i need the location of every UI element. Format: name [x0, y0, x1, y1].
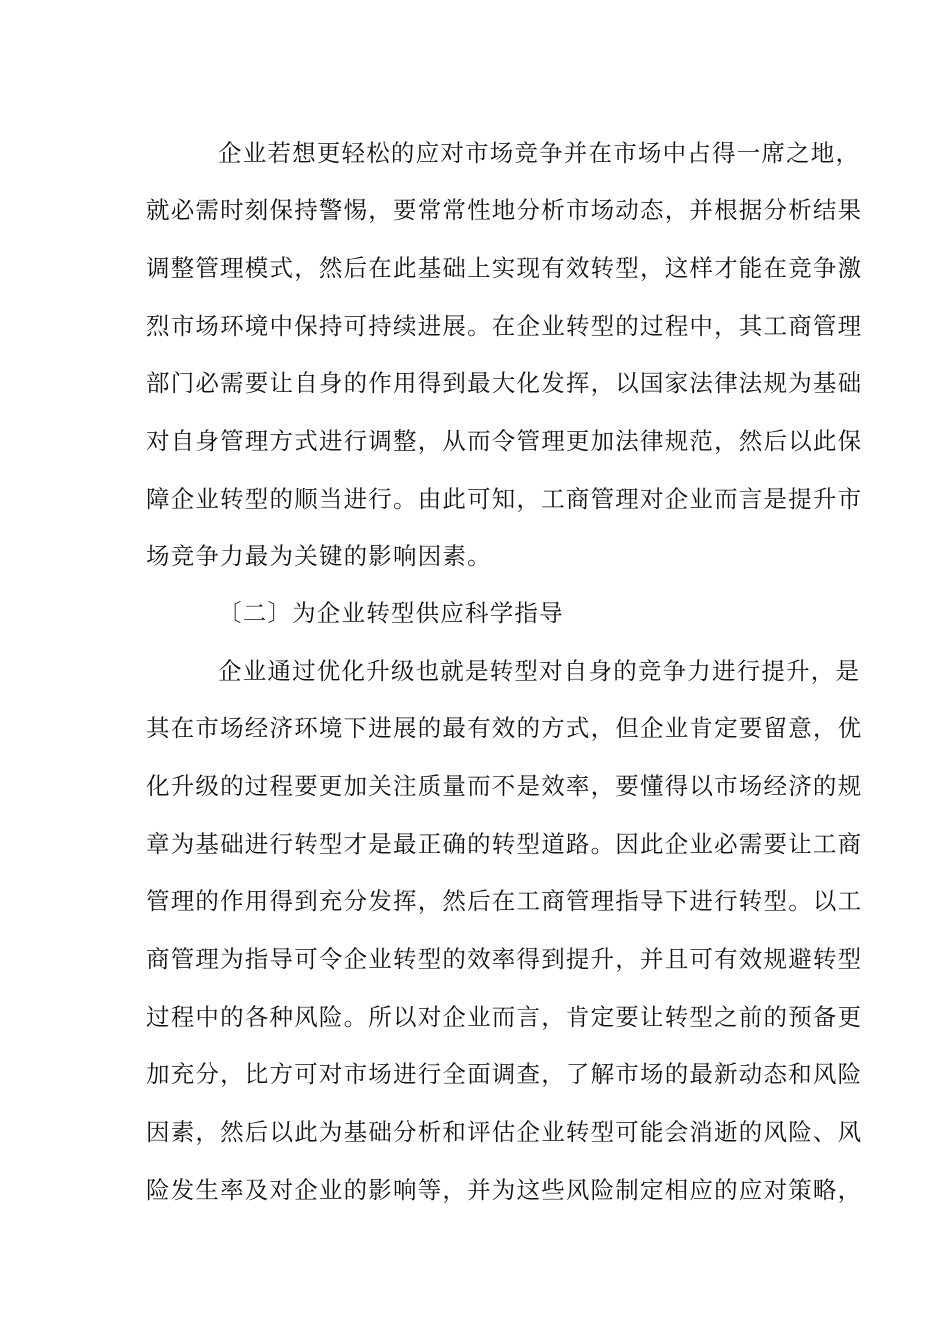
paragraph-2-line-8: 加充分，比方可对市场进行全面调查，了解市场的最新动态和风险 — [146, 1060, 863, 1088]
paragraph-2-line-10: 险发生率及对企业的影响等，并为这些风险制定相应的应对策略， — [146, 1176, 863, 1204]
paragraph-1-line-2: 就必需时刻保持警惕，要常常性地分析市场动态，并根据分析结果 — [146, 196, 863, 224]
paragraph-1-line-5: 部门必需要让自身的作用得到最大化发挥，以国家法律法规为基础 — [146, 369, 863, 397]
paragraph-2-line-5: 管理的作用得到充分发挥，然后在工商管理指导下进行转型。以工 — [146, 887, 863, 915]
paragraph-1-line-4: 烈市场环境中保持可持续进展。在企业转型的过程中，其工商管理 — [146, 312, 863, 340]
section-heading: 〔二〕为企业转型供应科学指导 — [218, 599, 564, 627]
paragraph-2-line-3: 化升级的过程要更加关注质量而不是效率，要懂得以市场经济的规 — [146, 772, 863, 800]
paragraph-2-line-6: 商管理为指导可令企业转型的效率得到提升，并且可有效规避转型 — [146, 945, 863, 973]
paragraph-2-line-1: 企业通过优化升级也就是转型对自身的竞争力进行提升，是 — [218, 657, 861, 685]
paragraph-2-line-7: 过程中的各种风险。所以对企业而言，肯定要让转型之前的预备更 — [146, 1003, 863, 1031]
paragraph-1-line-3: 调整管理模式，然后在此基础上实现有效转型，这样才能在竞争激 — [146, 254, 863, 282]
paragraph-2-line-2: 其在市场经济环境下进展的最有效的方式，但企业肯定要留意，优 — [146, 714, 863, 742]
paragraph-1-line-1: 企业若想更轻松的应对市场竞争并在市场中占得一席之地， — [218, 139, 861, 167]
paragraph-1-line-7: 障企业转型的顺当进行。由此可知，工商管理对企业而言是提升市 — [146, 485, 863, 513]
paragraph-1-line-8: 场竞争力最为关键的影响因素。 — [146, 542, 492, 570]
paragraph-2-line-4: 章为基础进行转型才是最正确的转型道路。因此企业必需要让工商 — [146, 830, 863, 858]
paragraph-2-line-9: 因素，然后以此为基础分析和评估企业转型可能会消逝的风险、风 — [146, 1118, 863, 1146]
paragraph-1-line-6: 对自身管理方式进行调整，从而令管理更加法律规范，然后以此保 — [146, 427, 863, 455]
